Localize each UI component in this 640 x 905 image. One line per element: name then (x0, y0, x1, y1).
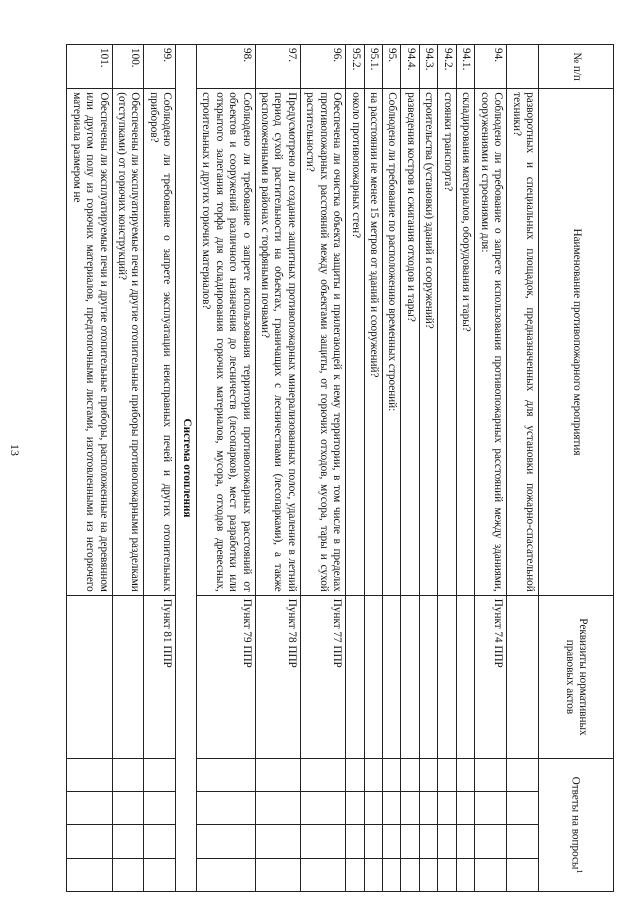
answer-cell (112, 792, 144, 825)
header-answers-label: Ответы на вопросы (569, 776, 582, 870)
row-number: 94. (475, 45, 507, 89)
section-body (176, 45, 196, 892)
row-measure: разведения костров и сжигания отходов и тары? (401, 89, 419, 596)
answer-cell (144, 759, 176, 792)
row-number: 96. (300, 45, 345, 89)
answer-cell (196, 825, 255, 858)
table-row (438, 45, 456, 892)
row-measure: Предусмотрено ли создание защитных противопожарных минерализованных полос, удаление в летний период сухой растительности на объектах, граничащих с лесничествами (лесопарками), а также расположенными в районах с торфяными почвами? (255, 89, 300, 596)
answer-cell (112, 858, 144, 891)
fire-safety-checklist-table (66, 44, 614, 892)
answer-cell (383, 858, 401, 891)
table-row (112, 45, 144, 892)
table-row (300, 45, 345, 892)
answer-cell (507, 792, 539, 825)
rotated-sheet (62, 44, 614, 892)
row-measure: около противопожарных стен? (346, 89, 364, 596)
table-row (346, 45, 364, 892)
answer-cell (144, 825, 176, 858)
answer-cell (438, 792, 456, 825)
row-measure: Соблюдено ли требование о запрете использования территории противопожарных расстояний от объектов и сооружений различного назначения до лесничеств (лесопарков), мест разработки или открытого залегания торфа для складирования горючих материалов, мусора, отходов древесных, строительных и других горючих материалов? (196, 89, 255, 596)
answer-cell (438, 759, 456, 792)
answer-cell (67, 792, 112, 825)
answer-cell (456, 858, 474, 891)
row-requisites (364, 595, 382, 758)
answer-cell (383, 792, 401, 825)
table-body-heating (67, 45, 176, 892)
answer-cell (346, 858, 364, 891)
answer-cell (401, 792, 419, 825)
answer-cell (346, 825, 364, 858)
row-number (507, 45, 539, 89)
row-measure: на расстоянии не менее 15 метров от зданий и сооружений? (364, 89, 382, 596)
answer-cell (255, 792, 300, 825)
answer-cell (475, 792, 507, 825)
section-row (176, 45, 196, 892)
answer-cell (419, 759, 437, 792)
answer-cell (196, 759, 255, 792)
header-requisites: Реквизиты нормативных правовых актов (539, 595, 614, 758)
row-number: 95. (383, 45, 401, 89)
answer-cell (67, 858, 112, 891)
answer-cell (67, 825, 112, 858)
row-number: 94.4. (401, 45, 419, 89)
answer-cell (438, 858, 456, 891)
answer-cell (419, 858, 437, 891)
answer-cell (475, 825, 507, 858)
row-requisites: Пункт 74 ППР (475, 595, 507, 758)
table-row (401, 45, 419, 892)
answer-cell (383, 759, 401, 792)
table-row (419, 45, 437, 892)
answer-cell (255, 825, 300, 858)
answer-cell (112, 825, 144, 858)
answer-cell (507, 759, 539, 792)
row-measure: разворотных и специальных площадок, предназначенных для установки пожарно-спасательной техники? (507, 89, 539, 596)
row-measure: стоянки транспорта? (438, 89, 456, 596)
row-requisites: Пункт 81 ППР (144, 595, 176, 758)
answer-cell (401, 825, 419, 858)
answer-cell (300, 858, 345, 891)
row-number: 94.2. (438, 45, 456, 89)
answer-cell (346, 792, 364, 825)
answer-cell (507, 858, 539, 891)
answer-cell (419, 825, 437, 858)
answer-cell (144, 792, 176, 825)
answer-cell (475, 759, 507, 792)
answer-cell (364, 759, 382, 792)
row-number: 94.1. (456, 45, 474, 89)
header-name: Наименование противопожарного мероприятия (539, 89, 614, 596)
answer-cell (112, 759, 144, 792)
row-measure: Соблюдено ли требование о запрете эксплуатации неисправных печей и других отопительных приборов? (144, 89, 176, 596)
row-measure: Обеспечены ли эксплуатируемые печи и другие отопительные приборы противопожарными разделками (отступками) от горючих конструкций? (112, 89, 144, 596)
row-requisites (346, 595, 364, 758)
answer-cell (507, 825, 539, 858)
answer-cell (300, 759, 345, 792)
row-number: 99. (144, 45, 176, 89)
page-number: 13 (8, 444, 22, 456)
answer-cell (401, 759, 419, 792)
answer-cell (255, 759, 300, 792)
table-row (196, 45, 255, 892)
row-measure: Обеспечена ли очистка объекта защиты и прилегающей к нему территории, в том числе в пределах противопожарных расстояний между объектами защиты, от горючих отходов, мусора, тары и сухой растительности? (300, 89, 345, 596)
row-requisites (438, 595, 456, 758)
row-measure: Соблюдено ли требование о запрете использования противопожарных расстояний между зданиями, сооружениями и строениями для: (475, 89, 507, 596)
row-requisites (67, 595, 112, 758)
section-title: Система отопления (176, 45, 196, 892)
row-requisites (401, 595, 419, 758)
answer-cell (456, 825, 474, 858)
answer-cell (456, 792, 474, 825)
answer-cell (196, 858, 255, 891)
answer-cell (346, 759, 364, 792)
table-row (475, 45, 507, 892)
row-requisites (112, 595, 144, 758)
row-measure: строительства (установки) зданий и сооружений? (419, 89, 437, 596)
table-row (456, 45, 474, 892)
row-requisites: Пункт 79 ППР (196, 595, 255, 758)
answer-cell (144, 858, 176, 891)
header-answers (539, 759, 614, 892)
answer-cell (475, 858, 507, 891)
row-measure: Обеспечены ли эксплуатируемые печи и другие отопительные приборы, расположенные на деревянном или другом полу из горючих материалов, предтопочными листами, изготовленными из негорючего материала размером не (67, 89, 112, 596)
table-row (364, 45, 382, 892)
answer-cell (364, 792, 382, 825)
table-row (255, 45, 300, 892)
row-number: 95.1. (364, 45, 382, 89)
row-number: 100. (112, 45, 144, 89)
row-number: 95.2. (346, 45, 364, 89)
row-number: 101. (67, 45, 112, 89)
row-requisites (507, 595, 539, 758)
header-number: № п/п (539, 45, 614, 89)
answer-cell (383, 825, 401, 858)
answer-cell (401, 858, 419, 891)
row-requisites: Пункт 77 ППР (300, 595, 345, 758)
answer-cell (456, 759, 474, 792)
row-requisites (419, 595, 437, 758)
answer-cell (300, 825, 345, 858)
table-body (196, 45, 538, 892)
answer-cell (364, 825, 382, 858)
table-row (67, 45, 112, 892)
answer-cell (255, 858, 300, 891)
table-row (507, 45, 539, 892)
answer-cell (419, 792, 437, 825)
table-row (144, 45, 176, 892)
row-requisites (456, 595, 474, 758)
row-measure: складирования материалов, оборудования и тары? (456, 89, 474, 596)
row-number: 97. (255, 45, 300, 89)
row-number: 94.3. (419, 45, 437, 89)
answer-cell (364, 858, 382, 891)
row-requisites (383, 595, 401, 758)
row-measure: Соблюдено ли требование по расположению временных строений: (383, 89, 401, 596)
answer-cell (196, 792, 255, 825)
row-requisites: Пункт 78 ППР (255, 595, 300, 758)
answer-cell (438, 825, 456, 858)
answer-cell (300, 792, 345, 825)
row-number: 98. (196, 45, 255, 89)
table-row (383, 45, 401, 892)
header-answers-footnote: 1 (575, 869, 585, 874)
answer-cell (67, 759, 112, 792)
